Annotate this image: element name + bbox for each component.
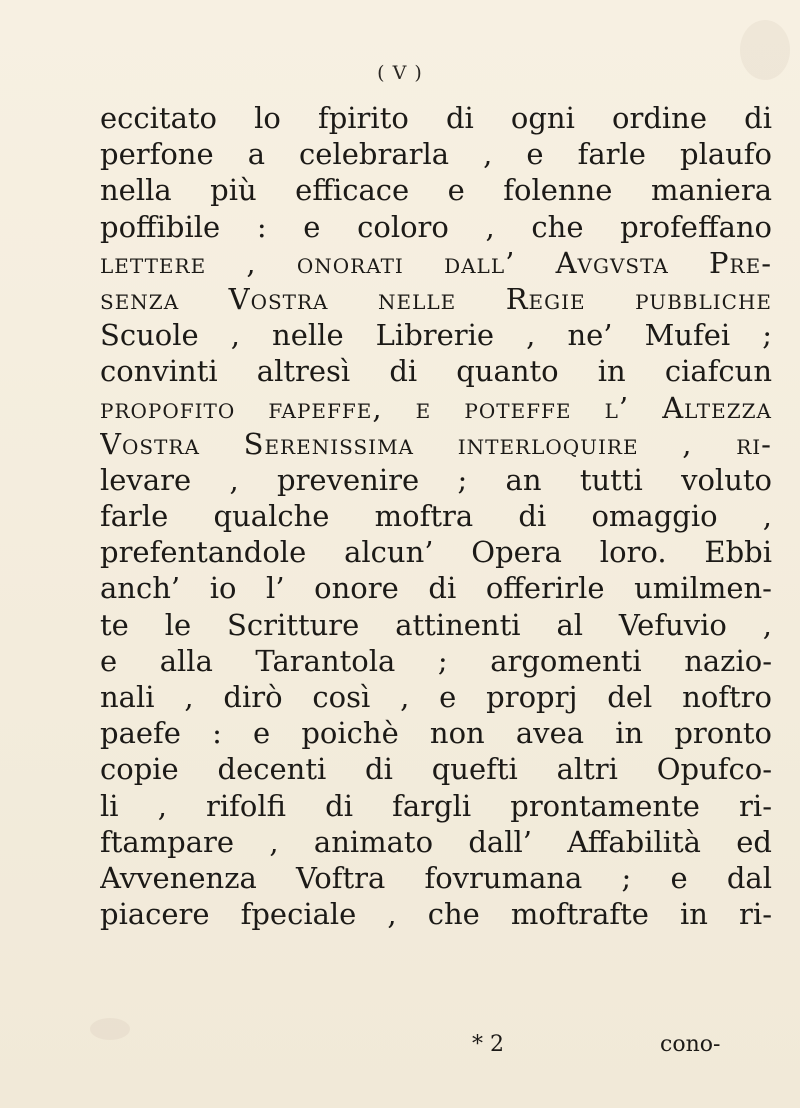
text-line: Avvenenza Voftra fovrumana ; e dal xyxy=(100,860,772,895)
text-line: eccitato lo fpirito di ogni ordine di xyxy=(100,101,772,135)
text-line: lettere , onorati dall’ Avgvsta Pre- xyxy=(100,245,772,280)
text-line: prefentandole alcun’ Opera loro. Ebbi xyxy=(100,535,772,570)
text-line: convinti altresì di quanto in ciafcun xyxy=(100,354,772,389)
signature-mark: * 2 xyxy=(472,1032,504,1057)
text-line: piacere fpeciale , che moftrafte in ri- xyxy=(100,897,772,932)
text-line: ftampare , animato dall’ Affabilità ed xyxy=(100,824,772,859)
page-footer xyxy=(0,1032,800,1064)
catchword: cono- xyxy=(660,1032,721,1057)
text-line: anch’ io l’ onore di offerirle umilmen- xyxy=(100,571,772,606)
text-line: copie decenti di quefti altri Opufco- xyxy=(100,752,772,787)
text-line: senza Vostra nelle Regie pubbliche xyxy=(100,281,772,316)
text-line: paefe : e poichè non avea in pronto xyxy=(100,716,772,751)
text-line: li , rifolfi di fargli prontamente ri- xyxy=(100,788,772,823)
text-line: perfone a celebrarla , e farle plaufo xyxy=(100,137,772,172)
running-head: ( V ) xyxy=(377,62,423,84)
text-line: farle qualche moftra di omaggio , xyxy=(100,499,772,534)
text-line: nali , dirò così , e proprj del noftro xyxy=(100,680,772,714)
text-line: Scuole , nelle Librerie , ne’ Mufei ; xyxy=(100,318,772,353)
body-text xyxy=(100,100,772,932)
text-line: Vostra Serenissima interloquire , ri- xyxy=(100,426,772,461)
text-line: te le Scritture attinenti al Vefuvio , xyxy=(100,607,772,642)
text-line: levare , prevenire ; an tutti voluto xyxy=(100,462,772,497)
text-line: e alla Tarantola ; argomenti nazio- xyxy=(100,643,772,678)
text-line: poffibile : e coloro , che profeffano xyxy=(100,209,772,244)
text-line: nella più efficace e folenne maniera xyxy=(100,173,772,208)
text-line: propofito fapeffe, e poteffe l’ Altezza xyxy=(100,390,772,425)
